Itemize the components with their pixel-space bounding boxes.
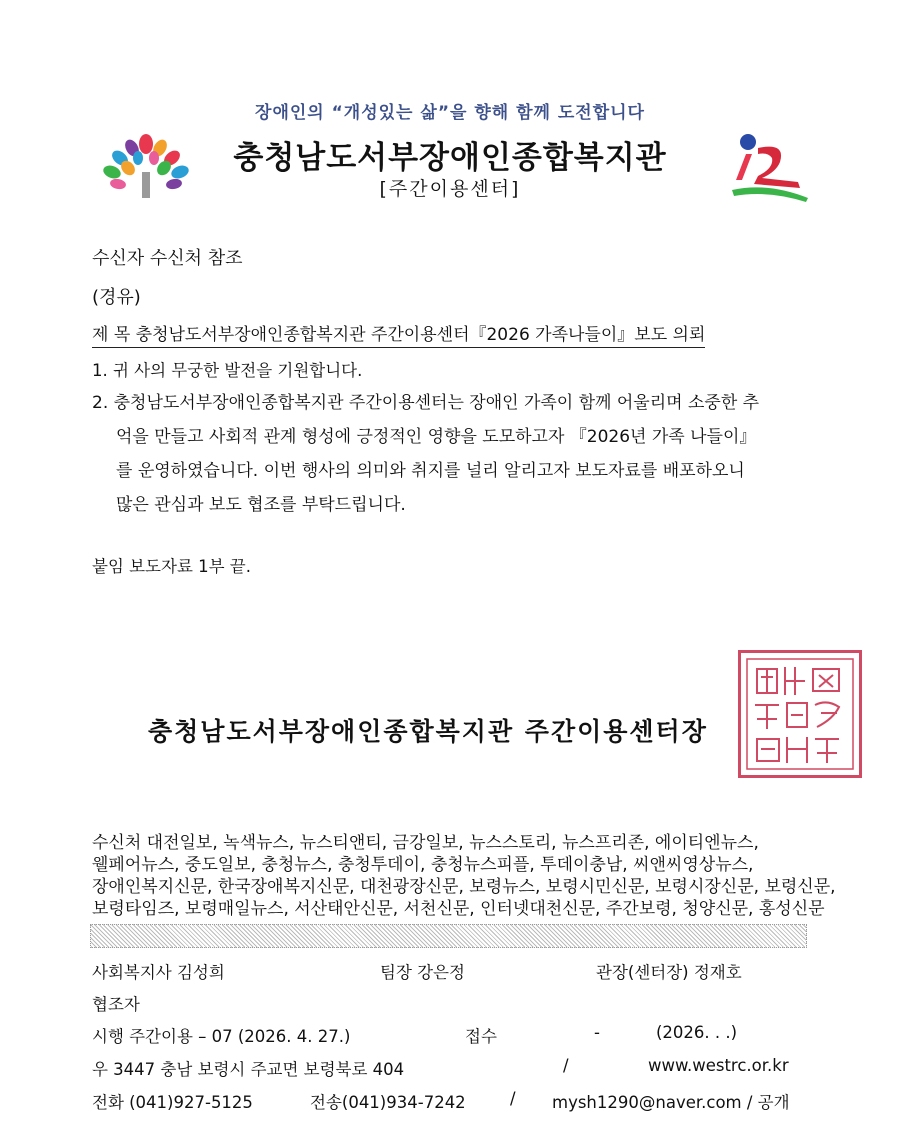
recipients-list: [92, 832, 836, 920]
org-subtitle: [주간이용센터]: [379, 178, 521, 200]
subject-line: 제 목 충청남도서부장애인종합복지관 주간이용센터『2026 가족나들이』보도 의뢰: [92, 320, 705, 348]
divider-band: [90, 924, 807, 948]
website-link[interactable]: www.westrc.or.kr: [648, 1056, 789, 1075]
team-lead-sign: 팀장 강은정: [380, 963, 465, 982]
attachment-line: 붙임 보도자료 1부 끝.: [92, 557, 251, 576]
worker-sign: 사회복지사 김성희: [92, 963, 225, 982]
item-2-line: 를 운영하였습니다. 이번 행사의 의미와 취지를 널리 알리고자 보도자료를 배포하오니: [116, 461, 745, 481]
separator: /: [563, 1056, 569, 1075]
item-1: 1. 귀 사의 무궁한 발전을 기원합니다.: [92, 361, 363, 380]
recipients-line: 보령타임즈, 보령매일뉴스, 서산태안신문, 서천신문, 인터넷대천신문, 주간보령, 청양신문, 홍성신문: [92, 899, 825, 919]
item-2-line: 2. 충청남도서부장애인종합복지관 주간이용센터는 장애인 가족이 함께 어울리며 소중한 추: [92, 393, 760, 413]
recipient-line: 수신자 수신처 참조: [92, 248, 243, 269]
item-2-line: 억을 만들고 사회적 관계 형성에 긍정적인 영향을 도모하고자 『2026년 가족 나들이』: [116, 427, 757, 447]
recipients-line: 수신처 대전일보, 녹색뉴스, 뉴스티앤티, 금강일보, 뉴스스토리, 뉴스프리존, 에이티엔뉴스,: [92, 833, 759, 853]
email-link[interactable]: mysh1290@naver.com / 공개: [552, 1093, 790, 1112]
recipients-line: 웰페어뉴스, 중도일보, 충청뉴스, 충청투데이, 충청뉴스피플, 투데이충남, 씨앤씨영상뉴스,: [92, 855, 754, 875]
item-2-line: 많은 관심과 보도 협조를 부탁드립니다.: [116, 495, 406, 515]
seal-icon: [741, 653, 859, 775]
enforcement-line: 시행 주간이용 – 07 (2026. 4. 27.): [92, 1027, 351, 1046]
official-seal: [738, 650, 862, 778]
org-title: 충청남도서부장애인종합복지관: [233, 140, 667, 176]
receipt-date: (2026. . .): [656, 1023, 738, 1042]
person-logo-icon: [728, 132, 812, 202]
item-2: [92, 386, 832, 522]
fax-line: 전송(041)934-7242: [310, 1093, 466, 1112]
receipt-dash: -: [594, 1023, 600, 1042]
phone-line: 전화 (041)927-5125: [92, 1093, 253, 1112]
tree-logo-icon: [100, 132, 192, 200]
receipt-label: 접수: [465, 1027, 497, 1046]
separator: /: [510, 1089, 516, 1108]
address-line: 우 3447 충남 보령시 주교면 보령북로 404: [92, 1060, 405, 1079]
cooperator-label: 협조자: [92, 995, 140, 1014]
slogan: 장애인의 “개성있는 삶”을 향해 함께 도전합니다: [255, 103, 645, 123]
signature-title: 충청남도서부장애인종합복지관 주간이용센터장: [148, 717, 708, 746]
recipients-line: 장애인복지신문, 한국장애복지신문, 대천광장신문, 보령뉴스, 보령시민신문, 보령시장신문, 보령신문,: [92, 877, 836, 897]
via-line: (경유): [92, 287, 141, 308]
director-sign: 관장(센터장) 정재호: [596, 963, 742, 982]
